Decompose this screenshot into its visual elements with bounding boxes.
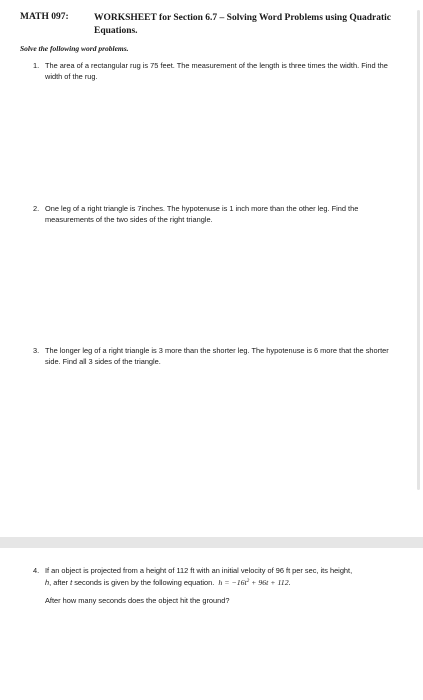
equation-exponent: 2: [246, 578, 250, 584]
problem-text-after: , after: [49, 577, 71, 587]
variable-t: t: [70, 577, 73, 587]
course-code: MATH 097:: [20, 12, 69, 22]
worksheet-title: WORKSHEET for Section 6.7 – Solving Word Problems using Quadratic Equations.: [94, 13, 392, 36]
problem-text: One leg of a right triangle is 7inches. The hypotenuse is 1 inch more than the other leg. Find the measurements of the two sides of the right triangle.: [45, 204, 359, 224]
variable-h: h: [45, 577, 50, 587]
problem-2: [33, 204, 393, 225]
problem-number: 2.: [33, 204, 40, 213]
instructions: Solve the following word problems.: [20, 44, 129, 53]
problem-text: The longer leg of a right triangle is 3 more than the shorter leg. The hypotenuse is 6 more that the shorter side. Find all 3 sides of the triangle.: [45, 346, 389, 366]
scrollbar[interactable]: [417, 10, 420, 490]
equation-lhs: h = −16t: [218, 577, 247, 587]
page-break: [0, 537, 423, 548]
problem-4: [33, 566, 393, 607]
problem-number: 3.: [33, 346, 40, 355]
problem-text: [45, 566, 393, 588]
problem-question: After how many seconds does the object hit the ground?: [45, 596, 230, 605]
equation-rhs: + 96t + 112.: [249, 577, 291, 587]
height-equation: [218, 578, 290, 587]
problem-3: [33, 346, 393, 367]
problem-number: 4.: [33, 566, 40, 575]
problem-1: [33, 61, 393, 82]
problem-number: 1.: [33, 61, 40, 70]
problem-text-given: seconds is given by the following equation.: [72, 577, 215, 587]
problem-text-line1: If an object is projected from a height of 112 ft with an initial velocity of 96 ft per sec, its height,: [45, 566, 353, 575]
problem-text: The area of a rectangular rug is 75 feet. The measurement of the length is three times the width. Find the width of the rug.: [45, 61, 388, 81]
